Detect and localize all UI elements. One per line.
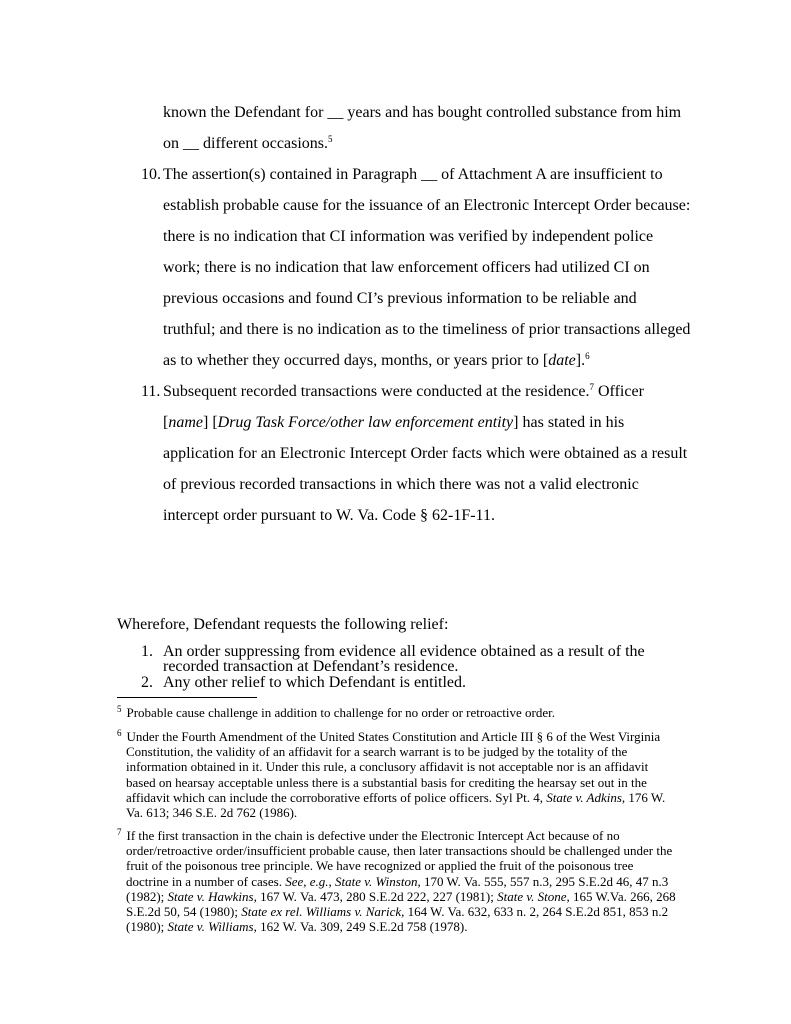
body-line: there is no indication that CI information was verified by independent police [163,228,654,245]
footnote-6: $^6$ Under the Fourth Amendment of the United States Constitution and Article III § 6 of the West Virginia Constitution, the validity of an affidavit for a search warrant is to be judged by the totality of the information obtained in it. Under this rule, a conclusory affidavit is not acceptable nor is an affidavit based on hearsay acceptable unless there is a substantial basis for crediting the hearsay set out in the affidavit which can include the corroborative efforts of police officers. Syl Pt. 4, State v. Adkins, 176 W. Va. 613; 346 S.E. 2d 762 (1986). [117,728,666,821]
list-number: 2. [141,674,153,691]
body-line: intercept order pursuant to W. Va. Code § 62-1F-11. [163,507,495,524]
body-line: [name] [Drug Task Force/other law enforcement entity] has stated in his [163,414,625,431]
body-line: truthful; and there is no indication as to the timeliness of prior transactions alleged [163,321,691,338]
footnote-number: 6 [117,728,122,738]
body-line: application for an Electronic Intercept Order facts which were obtained as a result [163,445,688,462]
body-line: as to whether they occurred days, months, or years prior to [date].$^6$ [163,351,590,369]
relief-item: An order suppressing from evidence all evidence obtained as a result of the [163,643,645,660]
body-line: work; there is no indication that law enforcement officers had utilized CI on [163,259,650,276]
body-line: The assertion(s) contained in Paragraph __ of Attachment A are insufficient to [163,166,663,183]
body-line: known the Defendant for __ years and has bought controlled substance from him [163,104,682,121]
list-number: 11. [141,383,161,400]
footnote-ref[interactable]: 5 [328,134,333,144]
relief-item: recorded transaction at Defendant’s residence. [163,658,459,675]
body-line: of previous recorded transactions in which there was not a valid electronic [163,476,639,493]
footnote-separator [117,697,257,698]
footnote-5: $^5$ Probable cause challenge in addition to challenge for no order or retroactive order. [117,704,555,720]
footnote-ref[interactable]: 6 [585,351,590,361]
footnote-ref[interactable]: 7 [589,382,594,392]
wherefore-heading: Wherefore, Defendant requests the following relief: [117,616,449,633]
list-number: 10. [141,166,161,183]
body-line: previous occasions and found CI’s previous information to be reliable and [163,290,637,307]
body-line: on __ different occasions.$^5$ [163,134,333,152]
footnote-7: $^7$ If the first transaction in the chain is defective under the Electronic Intercept Act because of no order/retroactive order/insufficient probable cause, then later transactions should be challenged under the fruit of the poisonous tree principle. We have recognized or applied the fruit of the poisonous tree doctrine in a number of cases. See, e.g., State v. Winston, 170 W. Va. 555, 557 n.3, 295 S.E.2d 46, 47 n.3 (1982); State v. Hawkins, 167 W. Va. 473, 280 S.E.2d 222, 227 (1981); State v. Stone, 165 W.Va. 266, 268 S.E.2d 50, 54 (1980); State ex rel. Williams v. Narick, 164 W. Va. 632, 633 n. 2, 264 S.E.2d 851, 853 n.2 (1980); State v. Williams, 162 W. Va. 309, 249 S.E.2d 758 (1978). [117,827,676,935]
body-line: establish probable cause for the issuance of an Electronic Intercept Order because: [163,197,691,214]
relief-item: Any other relief to which Defendant is entitled. [163,674,467,691]
list-number: 1. [141,643,153,660]
footnote-number: 5 [117,704,122,714]
footnote-number: 7 [117,827,122,837]
body-line: Subsequent recorded transactions were conducted at the residence.$^7$ Officer [163,382,644,400]
